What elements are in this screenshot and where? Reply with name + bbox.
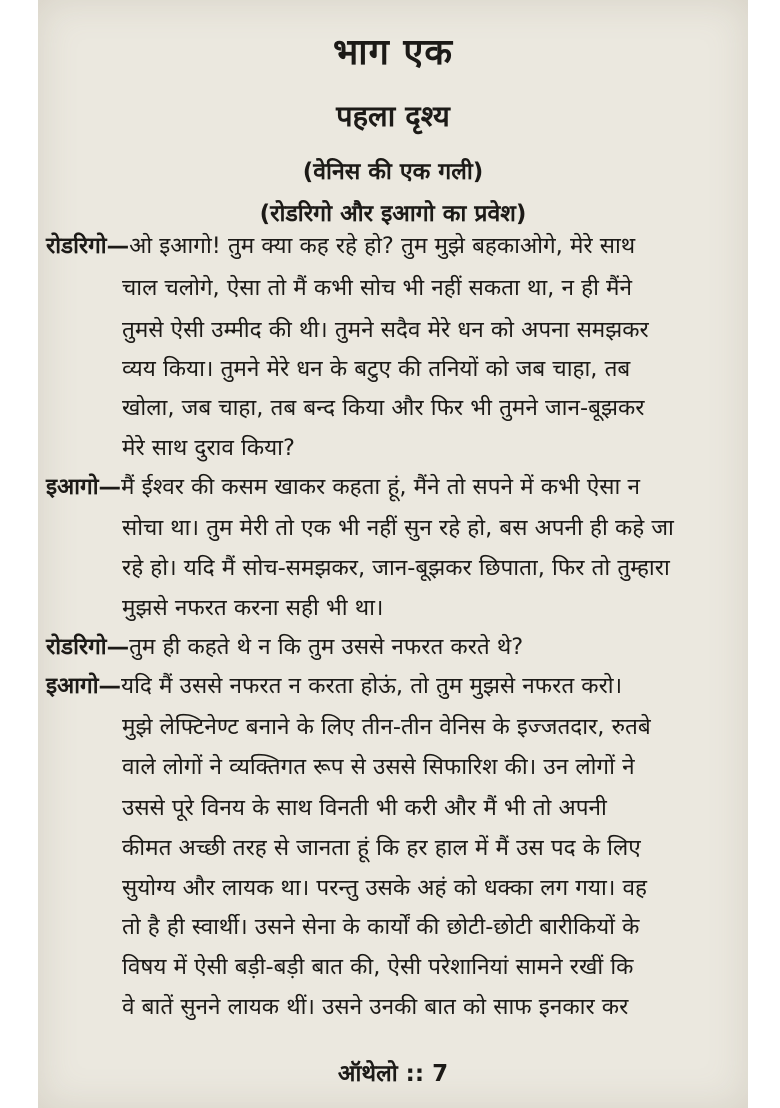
speech-line: चाल चलोगे, ऐसा तो मैं कभी सोच भी नहीं सकता था, न ही मैंने xyxy=(122,275,632,301)
dialogue-text: यदि मैं उससे नफरत न करता होऊं, तो तुम मुझसे नफरत करो। xyxy=(121,673,623,699)
stage-direction-setting: (वेनिस की एक गली) xyxy=(302,159,484,185)
speaker-name: रोडरिगो— xyxy=(46,634,130,660)
speech-line: तुमसे ऐसी उम्मीद की थी। तुमने सदैव मेरे धन को अपना समझकर xyxy=(122,317,649,343)
book-page xyxy=(38,0,748,1108)
speaker-name: इआगो— xyxy=(46,673,122,699)
speech-line xyxy=(46,632,523,662)
speaker-name: रोडरिगो— xyxy=(46,233,130,259)
speech-line: वाले लोगों ने व्यक्तिगत रूप से उससे सिफारिश की। उन लोगों ने xyxy=(122,754,635,780)
speech-line: सुयोग्य और लायक था। परन्तु उसके अहं को धक्का लग गया। वह xyxy=(122,875,647,901)
dialogue-text: ओ इआगो! तुम क्या कह रहे हो? तुम मुझे बहकाओगे, मेरे साथ xyxy=(129,233,636,259)
speech-line: मुझसे नफरत करना सही भी था। xyxy=(122,595,384,621)
dialogue-text: मैं ईश्वर की कसम खाकर कहता हूं, मैंने तो सपने में कभी ऐसा न xyxy=(121,474,640,500)
speech-line: विषय में ऐसी बड़ी-बड़ी बात की, ऐसी परेशानियां सामने रखीं कि xyxy=(122,954,634,980)
speaker-name: इआगो— xyxy=(46,474,122,500)
speech-line: मुझे लेफ्टिनेण्ट बनाने के लिए तीन-तीन वेनिस के इज्जतदार, रुतबे xyxy=(122,714,651,740)
speech-line xyxy=(46,472,640,502)
speech-line: उससे पूरे विनय के साथ विनती भी करी और मैं भी तो अपनी xyxy=(122,795,607,821)
speech-line: रहे हो। यदि मैं सोच-समझकर, जान-बूझकर छिपाता, फिर तो तुम्हारा xyxy=(122,555,670,581)
page-footer: ऑथेलो :: 7 xyxy=(337,1061,449,1087)
dialogue-text: तुम ही कहते थे न कि तुम उससे नफरत करते थे? xyxy=(129,634,524,660)
scene-title: पहला दृश्य xyxy=(336,99,450,133)
speech-line: सोचा था। तुम मेरी तो एक भी नहीं सुन रहे हो, बस अपनी ही कहे जा xyxy=(122,515,674,541)
speech-line xyxy=(46,231,635,261)
stage-direction-entrance: (रोडरिगो और इआगो का प्रवेश) xyxy=(259,201,527,227)
part-title: भाग एक xyxy=(333,32,453,73)
speech-line: मेरे साथ दुराव किया? xyxy=(122,435,295,461)
speech-line xyxy=(46,671,622,701)
speech-line: व्यय किया। तुमने मेरे धन के बटुए की तनियों को जब चाहा, तब xyxy=(122,356,631,382)
speech-line: कीमत अच्छी तरह से जानता हूं कि हर हाल में मैं उस पद के लिए xyxy=(122,835,641,861)
speech-line: तो है ही स्वार्थी। उसने सेना के कार्यों की छोटी-छोटी बारीकियों के xyxy=(122,914,640,940)
speech-line: वे बातें सुनने लायक थीं। उसने उनकी बात को साफ इनकार कर xyxy=(122,994,629,1020)
speech-line: खोला, जब चाहा, तब बन्द किया और फिर भी तुमने जान-बूझकर xyxy=(122,395,645,421)
